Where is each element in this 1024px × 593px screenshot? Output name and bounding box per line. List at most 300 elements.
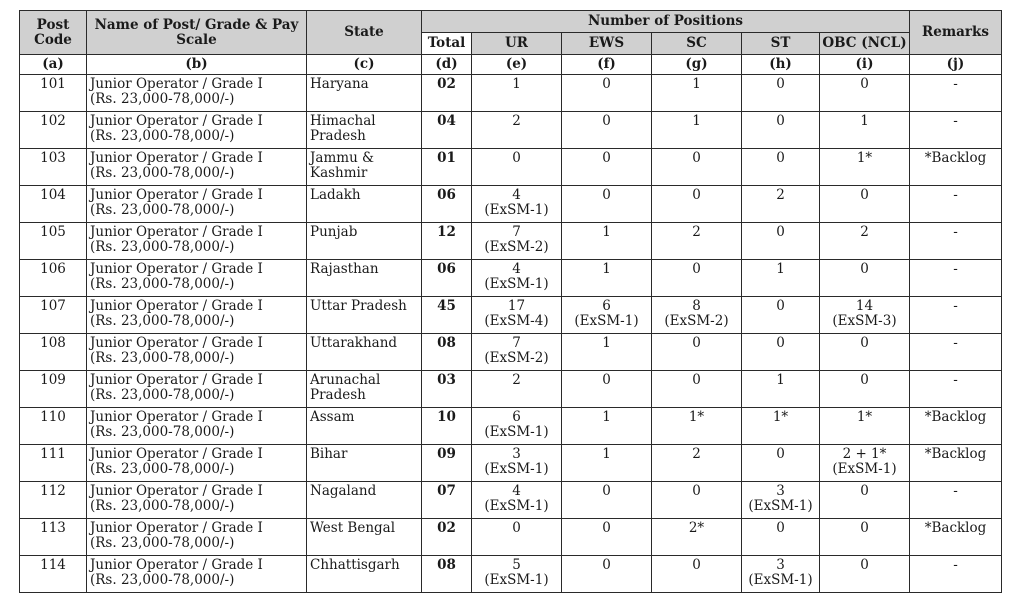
cell-sc-text: 2 [692,224,701,240]
column-letter: (c) [307,55,422,75]
cell-post-code-text: 104 [40,187,66,203]
cell-post-name-text: (Rs. 23,000-78,000/-) [90,387,235,403]
cell-st [742,482,820,519]
cell-sc-text: 1 [692,113,701,129]
cell-state [307,371,422,408]
cell-obc [820,223,910,260]
table-row [20,223,1002,260]
cell-sc-text: 0 [692,150,701,166]
header-state: State [307,11,422,55]
cell-post-name-text: (Rs. 23,000-78,000/-) [90,461,235,477]
cell-st [742,75,820,112]
cell-obc [820,334,910,371]
cell-obc-text: 0 [860,187,869,203]
cell-remarks-text: *Backlog [924,520,987,536]
cell-obc [820,371,910,408]
cell-post-name-text: Junior Operator / Grade I [90,298,263,314]
cell-ews [562,260,652,297]
cell-st [742,371,820,408]
cell-sc-text: 0 [692,557,701,573]
cell-post-name-text: (Rs. 23,000-78,000/-) [90,91,235,107]
cell-post-code-text: 107 [40,298,66,314]
cell-post-name [87,223,307,260]
cell-post-name-text: (Rs. 23,000-78,000/-) [90,572,235,588]
cell-post-name-text: Junior Operator / Grade I [90,113,263,129]
cell-ews-text: 0 [602,483,611,499]
cell-obc [820,149,910,186]
cell-obc-text: (ExSM-3) [832,313,897,329]
cell-post-name-text: Junior Operator / Grade I [90,557,263,573]
cell-obc [820,297,910,334]
cell-ur-text: (ExSM-1) [484,276,549,292]
header-st: ST [742,33,820,55]
table-row [20,112,1002,149]
cell-obc-text: 1* [856,409,873,425]
cell-remarks-text: - [953,372,958,388]
cell-state-text: Rajasthan [310,261,379,277]
cell-remarks [910,186,1002,223]
document-page [19,10,1002,593]
cell-sc-text: 2* [688,520,705,536]
cell-st [742,297,820,334]
table-row [20,334,1002,371]
cell-ews-text: 0 [602,557,611,573]
cell-sc-text: 2 [692,446,701,462]
cell-sc [652,223,742,260]
cell-total-text: 08 [437,335,456,351]
cell-total [422,445,472,482]
cell-ews-text: (ExSM-1) [574,313,639,329]
cell-ur [472,482,562,519]
cell-state [307,75,422,112]
cell-ur [472,260,562,297]
cell-sc [652,371,742,408]
column-letter: (i) [820,55,910,75]
cell-ur-text: (ExSM-1) [484,424,549,440]
cell-obc-text: 1* [856,150,873,166]
cell-post-name-text: (Rs. 23,000-78,000/-) [90,350,235,366]
cell-ews [562,556,652,593]
cell-sc-text: (ExSM-2) [664,313,729,329]
header-obc: OBC (NCL) [820,33,910,55]
cell-post-name-text: Junior Operator / Grade I [90,187,263,203]
cell-obc-text: 0 [860,372,869,388]
cell-total-text: 04 [437,113,456,129]
cell-ur [472,334,562,371]
cell-st-text: 1* [772,409,789,425]
cell-remarks [910,297,1002,334]
cell-ur-text: 4 [512,483,521,499]
cell-post-code-text: 101 [40,76,66,92]
cell-ews-text: 1 [602,409,611,425]
cell-st [742,260,820,297]
cell-post-code-text: 109 [40,372,66,388]
cell-ews [562,223,652,260]
cell-sc-text: 0 [692,372,701,388]
cell-st [742,223,820,260]
cell-post-code-text: 112 [40,483,66,499]
cell-st-text: 2 [776,187,785,203]
cell-post-code [20,556,87,593]
cell-ews [562,334,652,371]
cell-state-text: West Bengal [310,520,396,536]
cell-ur [472,408,562,445]
cell-st-text: 3 [776,483,785,499]
cell-post-code-text: 102 [40,113,66,129]
cell-st [742,149,820,186]
cell-post-name [87,445,307,482]
cell-total-text: 09 [437,446,456,462]
cell-sc [652,408,742,445]
cell-total [422,482,472,519]
positions-table [19,10,1002,593]
cell-st-text: (ExSM-1) [748,498,813,514]
cell-state-text: Assam [310,409,355,425]
cell-ews [562,482,652,519]
cell-post-code-text: 106 [40,261,66,277]
cell-ur-text: (ExSM-2) [484,239,549,255]
table-row [20,445,1002,482]
cell-ews-text: 1 [602,224,611,240]
cell-st-text: 1 [776,261,785,277]
cell-obc [820,445,910,482]
header-number-of-positions: Number of Positions [422,11,910,33]
cell-remarks [910,445,1002,482]
cell-ews [562,186,652,223]
cell-post-name [87,75,307,112]
cell-ews [562,445,652,482]
header-post-code: Post Code [20,11,87,55]
cell-obc [820,112,910,149]
cell-sc-text: 1* [688,409,705,425]
cell-ur-text: 2 [512,113,521,129]
cell-obc [820,482,910,519]
cell-ews [562,408,652,445]
cell-obc [820,75,910,112]
cell-obc [820,556,910,593]
cell-state [307,556,422,593]
cell-post-name-text: (Rs. 23,000-78,000/-) [90,424,235,440]
cell-post-name [87,482,307,519]
header-sc: SC [652,33,742,55]
cell-obc-text: 0 [860,335,869,351]
cell-post-code [20,186,87,223]
cell-state-text: Punjab [310,224,358,240]
cell-st-text: 0 [776,224,785,240]
cell-obc [820,186,910,223]
cell-total [422,408,472,445]
cell-ur [472,149,562,186]
cell-ews-text: 1 [602,261,611,277]
cell-ews [562,297,652,334]
column-letter: (g) [652,55,742,75]
cell-ews-text: 0 [602,520,611,536]
cell-post-code-text: 105 [40,224,66,240]
cell-post-code [20,260,87,297]
cell-total-text: 45 [437,298,456,314]
cell-ur [472,112,562,149]
table-row [20,556,1002,593]
cell-total [422,260,472,297]
cell-total-text: 02 [437,76,456,92]
cell-ur-text: 4 [512,261,521,277]
cell-ur [472,186,562,223]
cell-sc-text: 0 [692,187,701,203]
table-row [20,75,1002,112]
cell-st-text: 0 [776,150,785,166]
cell-post-code [20,519,87,556]
cell-st [742,408,820,445]
header-total: Total [422,33,472,55]
cell-total [422,556,472,593]
cell-state [307,149,422,186]
cell-state [307,186,422,223]
cell-post-name [87,297,307,334]
cell-post-code-text: 111 [40,446,66,462]
cell-post-code [20,297,87,334]
cell-ur-text: 2 [512,372,521,388]
cell-post-name-text: Junior Operator / Grade I [90,335,263,351]
cell-total [422,519,472,556]
cell-post-code-text: 113 [40,520,66,536]
cell-post-name-text: Junior Operator / Grade I [90,224,263,240]
header-post-name: Name of Post/ Grade & Pay Scale [87,11,307,55]
cell-st-text: 1 [776,372,785,388]
cell-st-text: 0 [776,446,785,462]
cell-obc-text: 14 [855,298,874,314]
cell-ur-text: 7 [512,224,521,240]
cell-obc [820,408,910,445]
cell-post-name-text: Junior Operator / Grade I [90,150,263,166]
cell-obc-text: 0 [860,520,869,536]
cell-state [307,408,422,445]
cell-total [422,75,472,112]
cell-ews-text: 0 [602,76,611,92]
cell-st-text: 0 [776,113,785,129]
cell-st [742,186,820,223]
cell-ur-text: 6 [512,409,521,425]
cell-post-name [87,556,307,593]
cell-st-text: 0 [776,335,785,351]
table-body [20,75,1002,593]
cell-ews [562,371,652,408]
cell-remarks [910,112,1002,149]
cell-state-text: Nagaland [310,483,377,499]
cell-post-name [87,186,307,223]
header-remarks: Remarks [910,11,1002,55]
cell-post-code [20,75,87,112]
cell-total [422,297,472,334]
cell-post-name-text: (Rs. 23,000-78,000/-) [90,498,235,514]
cell-state [307,223,422,260]
column-letter: (d) [422,55,472,75]
cell-remarks-text: - [953,113,958,129]
cell-remarks-text: - [953,298,958,314]
cell-obc-text: 2 [860,224,869,240]
cell-total-text: 12 [437,224,456,240]
cell-ews [562,519,652,556]
cell-ews-text: 0 [602,372,611,388]
cell-ur-text: 7 [512,335,521,351]
cell-total [422,186,472,223]
cell-ews [562,75,652,112]
cell-ur-text: 17 [507,298,526,314]
cell-sc-text: 1 [692,76,701,92]
cell-sc [652,112,742,149]
cell-post-name-text: Junior Operator / Grade I [90,446,263,462]
cell-obc-text: 1 [860,113,869,129]
cell-state-text: Jammu & Kashmir [310,150,375,181]
cell-sc [652,260,742,297]
cell-ur-text: (ExSM-1) [484,498,549,514]
cell-post-code [20,334,87,371]
cell-state-text: Uttar Pradesh [310,298,407,314]
cell-obc-text: (ExSM-1) [832,461,897,477]
cell-sc [652,297,742,334]
cell-obc-text: 0 [860,76,869,92]
cell-ews-text: 1 [602,446,611,462]
cell-ur-text: 5 [512,557,521,573]
cell-sc-text: 0 [692,261,701,277]
cell-post-name [87,371,307,408]
header-ews: EWS [562,33,652,55]
cell-obc-text: 0 [860,261,869,277]
cell-ews-text: 0 [602,113,611,129]
cell-st-text: 0 [776,520,785,536]
cell-ur-text: (ExSM-4) [484,313,549,329]
cell-ews [562,149,652,186]
cell-remarks [910,519,1002,556]
table-row [20,297,1002,334]
cell-ews-text: 6 [602,298,611,314]
cell-post-name-text: Junior Operator / Grade I [90,261,263,277]
cell-sc [652,482,742,519]
cell-post-code [20,445,87,482]
cell-post-code [20,112,87,149]
cell-ur [472,519,562,556]
cell-state [307,260,422,297]
cell-post-name [87,260,307,297]
cell-ews-text: 0 [602,150,611,166]
cell-ur-text: (ExSM-1) [484,572,549,588]
cell-ur [472,371,562,408]
cell-post-code-text: 110 [40,409,66,425]
cell-st [742,556,820,593]
cell-remarks-text: - [953,557,958,573]
cell-post-code-text: 114 [40,557,66,573]
cell-ur-text: 0 [512,520,521,536]
cell-ur [472,75,562,112]
cell-remarks [910,75,1002,112]
cell-post-name [87,334,307,371]
cell-st-text: 0 [776,298,785,314]
cell-post-code [20,223,87,260]
cell-post-name-text: (Rs. 23,000-78,000/-) [90,165,235,181]
cell-st-text: (ExSM-1) [748,572,813,588]
cell-total-text: 06 [437,261,456,277]
cell-total [422,334,472,371]
cell-total [422,223,472,260]
cell-remarks-text: - [953,187,958,203]
cell-post-code-text: 103 [40,150,66,166]
cell-ews-text: 0 [602,187,611,203]
cell-total [422,371,472,408]
cell-state-text: Himachal Pradesh [310,113,376,144]
cell-post-name [87,149,307,186]
cell-total-text: 07 [437,483,456,499]
table-row [20,519,1002,556]
cell-remarks [910,334,1002,371]
cell-st [742,445,820,482]
cell-remarks [910,371,1002,408]
cell-state-text: Ladakh [310,187,361,203]
cell-ur [472,223,562,260]
cell-sc-text: 0 [692,335,701,351]
column-letter: (b) [87,55,307,75]
cell-obc-text: 0 [860,557,869,573]
header-ur: UR [472,33,562,55]
cell-remarks [910,223,1002,260]
cell-st [742,334,820,371]
column-letter: (f) [562,55,652,75]
cell-post-code [20,482,87,519]
cell-post-code [20,371,87,408]
cell-st [742,112,820,149]
cell-post-name-text: Junior Operator / Grade I [90,372,263,388]
cell-sc-text: 8 [692,298,701,314]
table-row [20,371,1002,408]
cell-state-text: Bihar [310,446,348,462]
table-row [20,260,1002,297]
cell-post-name [87,519,307,556]
cell-total-text: 08 [437,557,456,573]
cell-post-name-text: Junior Operator / Grade I [90,483,263,499]
cell-state-text: Uttarakhand [310,335,398,351]
cell-state [307,519,422,556]
cell-ur-text: (ExSM-1) [484,461,549,477]
cell-total-text: 03 [437,372,456,388]
cell-remarks [910,482,1002,519]
cell-post-name [87,408,307,445]
cell-total-text: 01 [437,150,456,166]
cell-obc [820,519,910,556]
cell-post-code [20,408,87,445]
cell-ur [472,297,562,334]
cell-st-text: 0 [776,76,785,92]
cell-obc-text: 0 [860,483,869,499]
cell-st [742,519,820,556]
cell-remarks-text: *Backlog [924,150,987,166]
cell-remarks-text: - [953,335,958,351]
cell-total-text: 02 [437,520,456,536]
cell-remarks [910,149,1002,186]
column-letter: (j) [910,55,1002,75]
cell-post-name [87,112,307,149]
table-row [20,482,1002,519]
table-row [20,186,1002,223]
cell-remarks-text: - [953,76,958,92]
cell-post-name-text: (Rs. 23,000-78,000/-) [90,535,235,551]
cell-sc [652,186,742,223]
cell-state-text: Haryana [310,76,369,92]
cell-remarks-text: *Backlog [924,446,987,462]
cell-post-name-text: (Rs. 23,000-78,000/-) [90,128,235,144]
column-letter: (e) [472,55,562,75]
cell-sc [652,75,742,112]
cell-state [307,297,422,334]
cell-post-name-text: (Rs. 23,000-78,000/-) [90,202,235,218]
cell-state [307,445,422,482]
